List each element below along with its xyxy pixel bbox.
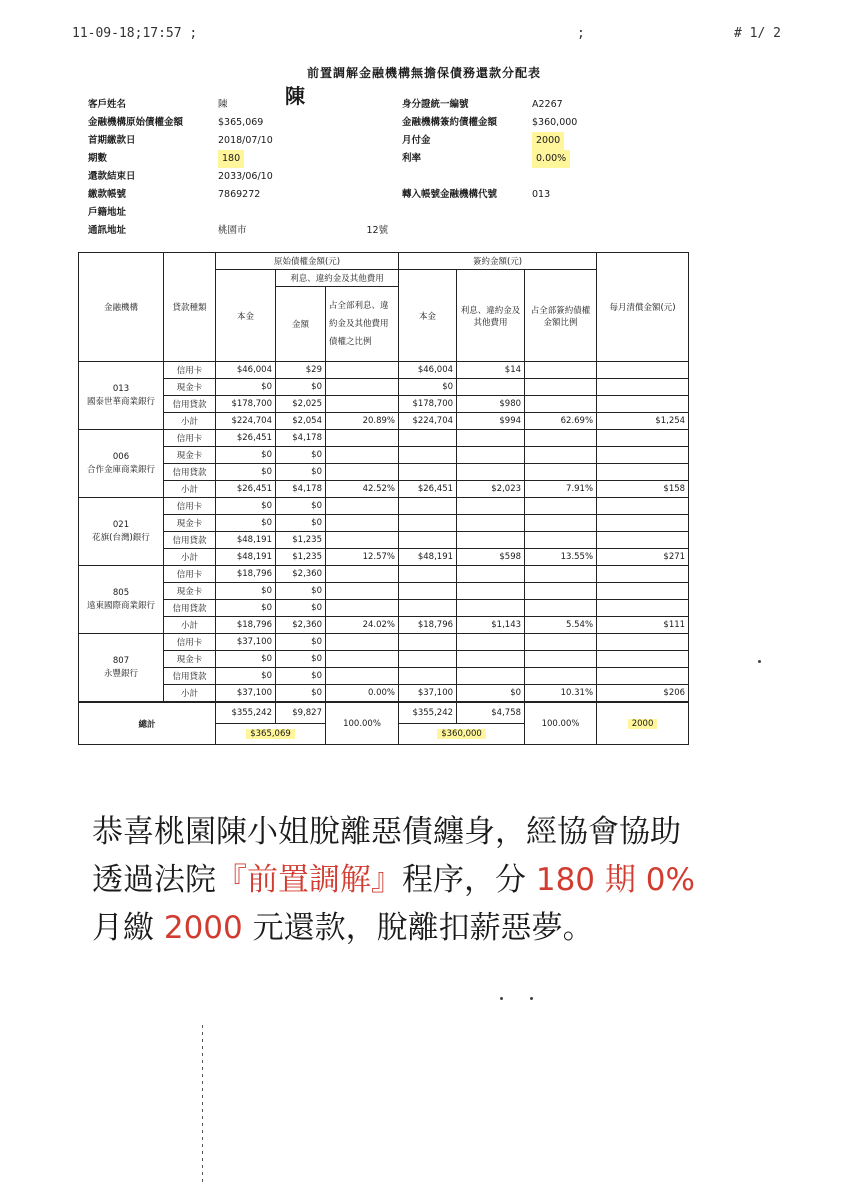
subtotal-monthly: $111 xyxy=(597,617,689,634)
total-orig-sum-cell xyxy=(216,724,326,745)
monthly-cell xyxy=(597,447,689,464)
orig-interest-cell: $0 xyxy=(276,498,326,515)
orig-principal-cell: $46,004 xyxy=(216,362,276,379)
subtotal-row xyxy=(79,481,689,498)
signed-principal-cell xyxy=(399,464,457,481)
signed-ratio-cell xyxy=(525,396,597,413)
bank-cell xyxy=(79,566,164,634)
signed-interest-cell: $14 xyxy=(457,362,525,379)
total-orig-principal: $355,242 xyxy=(216,702,276,724)
subtotal-orig-interest: $0 xyxy=(276,685,326,703)
info-value: 180 xyxy=(218,150,244,168)
header-bank: 金融機構 xyxy=(79,253,164,362)
table-row xyxy=(79,362,689,379)
signed-principal-cell xyxy=(399,634,457,651)
loan-type-cell: 現金卡 xyxy=(164,583,216,600)
interest-ratio-cell xyxy=(326,515,399,532)
interest-ratio-cell xyxy=(326,379,399,396)
table-body xyxy=(79,362,689,745)
interest-ratio-cell xyxy=(326,498,399,515)
bank-name: 永豐銀行 xyxy=(103,668,138,679)
loan-type-cell: 信用卡 xyxy=(164,634,216,651)
signed-interest-cell xyxy=(457,430,525,447)
signed-interest-cell xyxy=(457,668,525,685)
orig-interest-cell: $0 xyxy=(276,515,326,532)
signed-interest-cell xyxy=(457,583,525,600)
fax-timestamp: 11-09-18;17:57 ; xyxy=(72,26,198,41)
scan-speck xyxy=(758,660,761,663)
table-row xyxy=(79,532,689,549)
loan-type-cell: 信用卡 xyxy=(164,498,216,515)
subtotal-orig-interest: $2,360 xyxy=(276,617,326,634)
monthly-cell xyxy=(597,583,689,600)
table-row xyxy=(79,583,689,600)
orig-interest-cell: $4,178 xyxy=(276,430,326,447)
info-row xyxy=(402,132,577,150)
table-row xyxy=(79,634,689,651)
banner-highlight-amount: 2000 xyxy=(163,910,243,946)
orig-principal-cell: $0 xyxy=(216,515,276,532)
header-interest-group: 利息、違約金及其他費用 xyxy=(276,270,399,287)
table-row xyxy=(79,498,689,515)
bank-name: 遠東國際商業銀行 xyxy=(86,600,155,611)
banner-line-1: 恭喜桃園陳小姐脫離惡債纏身，經協會協助 xyxy=(92,814,681,850)
info-value: 013 xyxy=(532,189,551,200)
subtotal-signed-principal: $224,704 xyxy=(399,413,457,430)
subtotal-signed-interest: $598 xyxy=(457,549,525,566)
banner-highlight-procedure: 『前置調解』 xyxy=(216,862,402,898)
monthly-cell xyxy=(597,362,689,379)
info-row xyxy=(88,132,388,150)
orig-interest-cell: $29 xyxy=(276,362,326,379)
total-signed-sum-cell xyxy=(399,724,525,745)
signed-interest-cell xyxy=(457,447,525,464)
info-value-extra: 12號 xyxy=(366,225,389,236)
signed-interest-cell xyxy=(457,464,525,481)
loan-type-cell: 信用卡 xyxy=(164,430,216,447)
signed-ratio-cell xyxy=(525,668,597,685)
congratulation-banner xyxy=(92,808,812,952)
orig-principal-cell: $0 xyxy=(216,668,276,685)
subtotal-label: 小計 xyxy=(164,685,216,703)
signed-principal-cell xyxy=(399,447,457,464)
signed-principal-cell: $0 xyxy=(399,379,457,396)
loan-type-cell: 信用貸款 xyxy=(164,396,216,413)
signed-interest-cell xyxy=(457,532,525,549)
signed-ratio-cell xyxy=(525,515,597,532)
orig-principal-cell: $178,700 xyxy=(216,396,276,413)
signed-ratio-cell xyxy=(525,447,597,464)
subtotal-orig-principal: $48,191 xyxy=(216,549,276,566)
monthly-cell xyxy=(597,498,689,515)
document-title: 前置調解金融機構無擔保債務還款分配表 xyxy=(306,66,541,80)
orig-principal-cell: $26,451 xyxy=(216,430,276,447)
table-row xyxy=(79,600,689,617)
signed-interest-cell: $980 xyxy=(457,396,525,413)
signed-principal-cell: $46,004 xyxy=(399,362,457,379)
signed-interest-cell xyxy=(457,651,525,668)
handwritten-name: 陳 xyxy=(285,84,305,108)
header-original-claims: 原始債權金額(元) xyxy=(216,253,399,270)
loan-type-cell: 現金卡 xyxy=(164,651,216,668)
orig-interest-cell: $2,025 xyxy=(276,396,326,413)
monthly-cell xyxy=(597,600,689,617)
subtotal-interest-ratio: 20.89% xyxy=(326,413,399,430)
signed-interest-cell xyxy=(457,498,525,515)
orig-principal-cell: $0 xyxy=(216,498,276,515)
info-label: 金融機構原始債權金額 xyxy=(88,117,184,128)
loan-type-cell: 現金卡 xyxy=(164,515,216,532)
client-info-left xyxy=(88,96,388,240)
interest-ratio-cell xyxy=(326,532,399,549)
info-row xyxy=(88,186,388,204)
info-value: 2033/06/10 xyxy=(218,171,273,182)
signed-interest-cell xyxy=(457,634,525,651)
total-signed-interest: $4,758 xyxy=(457,702,525,724)
info-label: 期數 xyxy=(88,153,108,164)
header-interest-ratio: 占全部利息、違約金及其他費用債權之比例 xyxy=(326,287,399,362)
signed-principal-cell xyxy=(399,668,457,685)
orig-principal-cell: $0 xyxy=(216,464,276,481)
orig-interest-cell: $0 xyxy=(276,464,326,481)
signed-principal-cell xyxy=(399,515,457,532)
subtotal-orig-principal: $26,451 xyxy=(216,481,276,498)
table-row xyxy=(79,464,689,481)
signed-principal-cell xyxy=(399,600,457,617)
info-label: 繳款帳號 xyxy=(88,189,127,200)
header-signed-ratio: 占全部簽約債權金額比例 xyxy=(525,270,597,362)
header-loan-type: 貸款種類 xyxy=(164,253,216,362)
subtotal-label: 小計 xyxy=(164,549,216,566)
loan-type-cell: 信用卡 xyxy=(164,362,216,379)
bank-cell xyxy=(79,362,164,430)
total-signed-ratio: 100.00% xyxy=(525,702,597,745)
interest-ratio-cell xyxy=(326,447,399,464)
subtotal-label: 小計 xyxy=(164,413,216,430)
table-row xyxy=(79,379,689,396)
info-value: 陳 xyxy=(218,99,228,110)
info-label: 戶籍地址 xyxy=(88,207,127,218)
bank-cell xyxy=(79,430,164,498)
bank-name: 花旗(台灣)銀行 xyxy=(92,532,150,543)
banner-text: 月繳 xyxy=(92,910,164,946)
info-value: $365,069 xyxy=(218,117,264,128)
info-value: 2018/07/10 xyxy=(218,135,273,146)
orig-principal-cell: $0 xyxy=(216,600,276,617)
scan-artifact-line xyxy=(202,1025,203,1185)
info-label: 金融機構簽約債權金額 xyxy=(402,117,498,128)
monthly-cell xyxy=(597,515,689,532)
orig-interest-cell: $0 xyxy=(276,651,326,668)
signed-interest-cell xyxy=(457,566,525,583)
subtotal-orig-interest: $2,054 xyxy=(276,413,326,430)
monthly-cell xyxy=(597,651,689,668)
banner-text: 程序，分 xyxy=(402,862,536,898)
subtotal-monthly: $158 xyxy=(597,481,689,498)
signed-principal-cell xyxy=(399,566,457,583)
bank-cell xyxy=(79,498,164,566)
info-value: A2267 xyxy=(532,99,563,110)
monthly-cell xyxy=(597,668,689,685)
banner-text: 透過法院 xyxy=(92,862,216,898)
signed-principal-cell xyxy=(399,651,457,668)
repayment-allocation-table xyxy=(78,252,689,745)
header-signed-amount: 簽約金額(元) xyxy=(399,253,597,270)
total-orig-sum: $365,069 xyxy=(246,729,295,739)
info-row xyxy=(402,186,577,204)
info-row xyxy=(402,150,577,168)
signed-ratio-cell xyxy=(525,532,597,549)
total-row xyxy=(79,702,689,724)
signed-principal-cell xyxy=(399,583,457,600)
info-label: 月付金 xyxy=(402,135,431,146)
interest-ratio-cell xyxy=(326,600,399,617)
info-row xyxy=(402,168,577,186)
table-row xyxy=(79,651,689,668)
orig-principal-cell: $0 xyxy=(216,651,276,668)
banner-line-2 xyxy=(92,856,812,904)
bank-name: 合作金庫商業銀行 xyxy=(86,464,155,475)
loan-type-cell: 信用貸款 xyxy=(164,464,216,481)
subtotal-row xyxy=(79,617,689,634)
orig-interest-cell: $1,235 xyxy=(276,532,326,549)
orig-interest-cell: $0 xyxy=(276,379,326,396)
orig-interest-cell: $0 xyxy=(276,600,326,617)
signed-ratio-cell xyxy=(525,651,597,668)
subtotal-signed-principal: $48,191 xyxy=(399,549,457,566)
loan-type-cell: 信用貸款 xyxy=(164,668,216,685)
interest-ratio-cell xyxy=(326,362,399,379)
info-value: 2000 xyxy=(532,132,564,150)
scan-speck xyxy=(500,997,503,1000)
header-monthly-payment: 每月清償金額(元) xyxy=(597,253,689,362)
loan-type-cell: 信用卡 xyxy=(164,566,216,583)
signed-principal-cell: $178,700 xyxy=(399,396,457,413)
client-info-right xyxy=(402,96,577,204)
subtotal-signed-principal: $18,796 xyxy=(399,617,457,634)
header-amount: 金額 xyxy=(276,287,326,362)
repayment-table-wrapper xyxy=(78,252,688,745)
info-label: 身分證統一編號 xyxy=(402,99,469,110)
orig-principal-cell: $0 xyxy=(216,583,276,600)
monthly-cell xyxy=(597,634,689,651)
subtotal-signed-interest: $994 xyxy=(457,413,525,430)
table-row xyxy=(79,447,689,464)
scan-speck xyxy=(530,997,533,1000)
banner-line-3 xyxy=(92,904,812,952)
info-label: 轉入帳號金融機構代號 xyxy=(402,189,498,200)
table-row xyxy=(79,566,689,583)
subtotal-signed-interest: $0 xyxy=(457,685,525,703)
interest-ratio-cell xyxy=(326,396,399,413)
interest-ratio-cell xyxy=(326,668,399,685)
info-row xyxy=(88,168,388,186)
signed-principal-cell xyxy=(399,430,457,447)
loan-type-cell: 現金卡 xyxy=(164,447,216,464)
subtotal-signed-ratio: 10.31% xyxy=(525,685,597,703)
info-label: 首期繳款日 xyxy=(88,135,136,146)
interest-ratio-cell xyxy=(326,583,399,600)
bank-cell xyxy=(79,634,164,703)
monthly-cell xyxy=(597,396,689,413)
info-label: 通訊地址 xyxy=(88,225,127,236)
fax-page-number: # 1/ 2 xyxy=(734,26,781,41)
orig-interest-cell: $2,360 xyxy=(276,566,326,583)
banner-text: 元還款，脫離扣薪惡夢。 xyxy=(242,910,594,946)
monthly-cell xyxy=(597,464,689,481)
total-label: 總計 xyxy=(79,702,216,745)
subtotal-signed-principal: $37,100 xyxy=(399,685,457,703)
info-row xyxy=(88,114,388,132)
signed-ratio-cell xyxy=(525,464,597,481)
subtotal-label: 小計 xyxy=(164,617,216,634)
bank-code: 021 xyxy=(112,519,130,530)
header-principal: 本金 xyxy=(216,270,276,362)
subtotal-signed-interest: $2,023 xyxy=(457,481,525,498)
interest-ratio-cell xyxy=(326,566,399,583)
subtotal-signed-interest: $1,143 xyxy=(457,617,525,634)
info-row xyxy=(402,96,577,114)
orig-interest-cell: $0 xyxy=(276,583,326,600)
subtotal-orig-interest: $1,235 xyxy=(276,549,326,566)
table-row xyxy=(79,515,689,532)
orig-principal-cell: $48,191 xyxy=(216,532,276,549)
subtotal-orig-interest: $4,178 xyxy=(276,481,326,498)
signed-interest-cell xyxy=(457,515,525,532)
info-row xyxy=(88,150,388,168)
orig-interest-cell: $0 xyxy=(276,634,326,651)
banner-highlight-terms: 180 期 0% xyxy=(535,862,695,898)
orig-interest-cell: $0 xyxy=(276,668,326,685)
info-row xyxy=(402,114,577,132)
orig-principal-cell: $37,100 xyxy=(216,634,276,651)
bank-code: 006 xyxy=(112,451,130,462)
total-monthly-cell xyxy=(597,702,689,745)
total-signed-sum: $360,000 xyxy=(437,729,486,739)
subtotal-interest-ratio: 24.02% xyxy=(326,617,399,634)
info-label: 客戶姓名 xyxy=(88,99,127,110)
orig-principal-cell: $18,796 xyxy=(216,566,276,583)
subtotal-signed-principal: $26,451 xyxy=(399,481,457,498)
signed-ratio-cell xyxy=(525,379,597,396)
subtotal-row xyxy=(79,549,689,566)
total-orig-interest: $9,827 xyxy=(276,702,326,724)
subtotal-row xyxy=(79,413,689,430)
info-value: 7869272 xyxy=(218,189,261,200)
monthly-cell xyxy=(597,379,689,396)
subtotal-orig-principal: $18,796 xyxy=(216,617,276,634)
info-label: 利率 xyxy=(402,153,422,164)
interest-ratio-cell xyxy=(326,464,399,481)
subtotal-interest-ratio: 42.52% xyxy=(326,481,399,498)
signed-interest-cell xyxy=(457,600,525,617)
monthly-cell xyxy=(597,566,689,583)
signed-ratio-cell xyxy=(525,362,597,379)
info-value: $360,000 xyxy=(532,117,578,128)
total-signed-principal: $355,242 xyxy=(399,702,457,724)
info-label: 還款結束日 xyxy=(88,171,136,182)
signed-ratio-cell xyxy=(525,498,597,515)
signed-interest-cell xyxy=(457,379,525,396)
subtotal-monthly: $271 xyxy=(597,549,689,566)
subtotal-signed-ratio: 62.69% xyxy=(525,413,597,430)
interest-ratio-cell xyxy=(326,651,399,668)
signed-ratio-cell xyxy=(525,566,597,583)
bank-name: 國泰世華商業銀行 xyxy=(86,396,155,407)
subtotal-monthly: $206 xyxy=(597,685,689,703)
signed-principal-cell xyxy=(399,498,457,515)
fax-separator: ; xyxy=(577,26,585,41)
info-row xyxy=(88,222,388,240)
signed-principal-cell xyxy=(399,532,457,549)
bank-code: 805 xyxy=(112,587,130,598)
monthly-cell xyxy=(597,532,689,549)
info-value: 桃園市 xyxy=(218,225,247,236)
signed-ratio-cell xyxy=(525,600,597,617)
loan-type-cell: 信用貸款 xyxy=(164,532,216,549)
subtotal-orig-principal: $224,704 xyxy=(216,413,276,430)
signed-ratio-cell xyxy=(525,583,597,600)
orig-principal-cell: $0 xyxy=(216,379,276,396)
info-row xyxy=(88,204,388,222)
subtotal-signed-ratio: 13.55% xyxy=(525,549,597,566)
monthly-cell xyxy=(597,430,689,447)
bank-code: 807 xyxy=(112,655,130,666)
header-signed-interest: 利息、違約金及其他費用 xyxy=(457,270,525,362)
table-row xyxy=(79,430,689,447)
loan-type-cell: 現金卡 xyxy=(164,379,216,396)
table-row xyxy=(79,396,689,413)
info-value: 0.00% xyxy=(532,150,570,168)
subtotal-signed-ratio: 7.91% xyxy=(525,481,597,498)
signed-ratio-cell xyxy=(525,430,597,447)
subtotal-row xyxy=(79,685,689,703)
subtotal-signed-ratio: 5.54% xyxy=(525,617,597,634)
bank-code: 013 xyxy=(112,383,130,394)
orig-principal-cell: $0 xyxy=(216,447,276,464)
total-interest-ratio: 100.00% xyxy=(326,702,399,745)
subtotal-monthly: $1,254 xyxy=(597,413,689,430)
loan-type-cell: 信用貸款 xyxy=(164,600,216,617)
total-monthly: 2000 xyxy=(628,719,658,729)
header-signed-principal: 本金 xyxy=(399,270,457,362)
subtotal-orig-principal: $37,100 xyxy=(216,685,276,703)
subtotal-label: 小計 xyxy=(164,481,216,498)
orig-interest-cell: $0 xyxy=(276,447,326,464)
info-row xyxy=(88,96,388,114)
subtotal-interest-ratio: 12.57% xyxy=(326,549,399,566)
table-row xyxy=(79,668,689,685)
signed-ratio-cell xyxy=(525,634,597,651)
interest-ratio-cell xyxy=(326,430,399,447)
subtotal-interest-ratio: 0.00% xyxy=(326,685,399,703)
interest-ratio-cell xyxy=(326,634,399,651)
